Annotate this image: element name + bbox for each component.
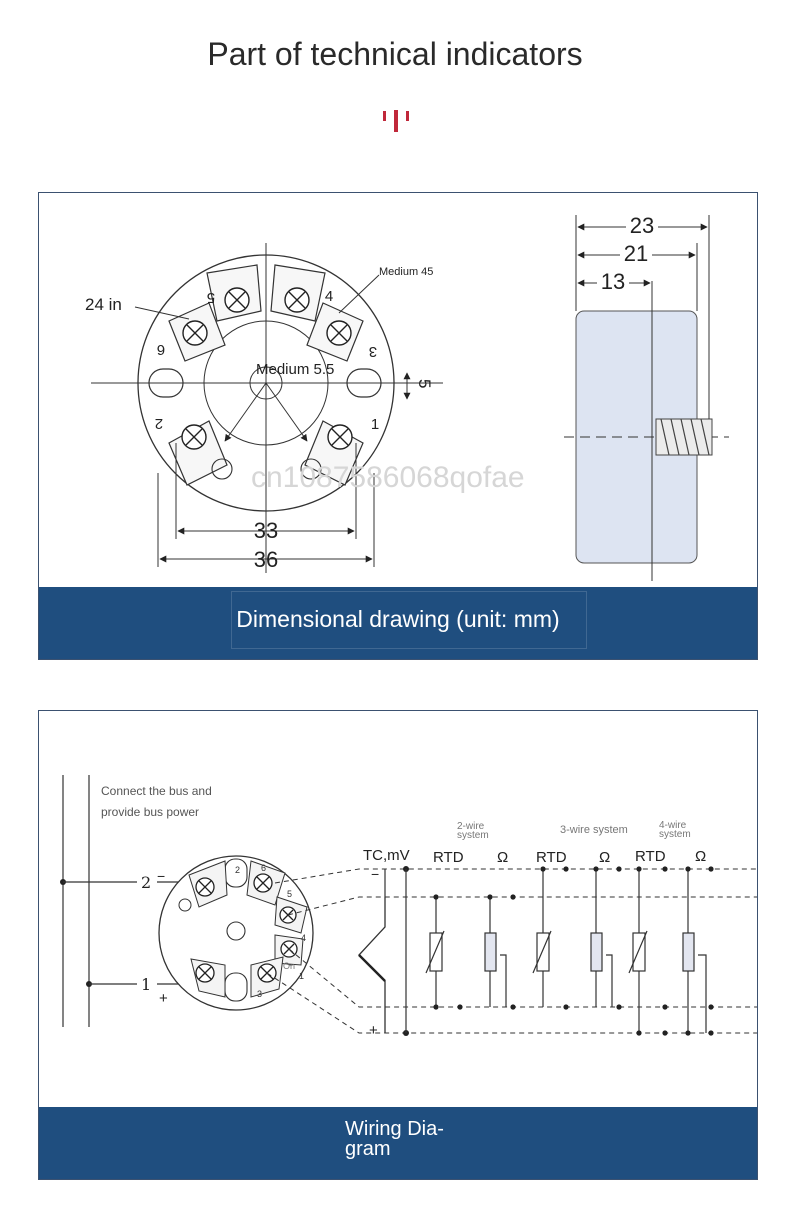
bus-note-line1: Connect the bus and [101,784,212,798]
device-terminal: 3 [257,989,263,999]
wiring-caption-bar [39,1107,757,1179]
dimensional-caption-bar [39,587,757,659]
bus-terminal-2-label: 2 [141,873,152,892]
terminal-number: 3 [368,343,378,360]
system-4wire-line1: 4-wire [659,820,687,831]
bus-minus-sign: − [157,868,166,884]
tc-minus-sign: − [371,866,380,882]
column-label-ohm: Ω [695,848,707,865]
title-accent-icon [380,108,412,134]
wiring-caption-line1: Wiring Dia- [345,1118,444,1140]
dimension-5: 5 [415,379,434,389]
device-terminal: 4 [301,933,307,943]
label-24-in: 24 in [85,295,122,314]
wiring-caption-line2: gram [345,1138,391,1160]
terminal-number: 2 [154,415,164,432]
transmitter-device [159,856,313,1010]
dimensional-drawing [39,193,757,589]
column-label-rtd: RTD [433,849,464,866]
device-terminal: 5 [287,889,293,899]
bus-plus-sign: + [159,990,168,1007]
column-label-ohm: Ω [497,849,509,866]
page-title: Part of technical indicators [207,36,583,72]
dimensional-drawing-panel [38,192,758,660]
column-label-rtd: RTD [536,849,567,866]
dimension-33: 33 [253,518,279,543]
bus-terminal-1-label: 1 [141,975,152,994]
dimensional-caption: Dimensional drawing (unit: mm) [236,606,560,632]
bus-note-line2: provide bus power [101,805,200,819]
device-terminal: 2 [235,865,241,875]
device-small-label: On [283,961,296,971]
system-3wire: 3-wire system [560,824,628,836]
column-label-rtd: RTD [635,848,666,865]
dimension-36: 36 [253,547,279,572]
side-view [564,211,729,581]
label-medium-55: Medium 5.5 [256,361,335,378]
system-4wire-line2: system [659,829,691,840]
system-2wire-line1: 2-wire [457,821,485,832]
terminal-number: 4 [324,288,334,305]
column-label-tc: TC,mV [363,847,410,864]
terminal-number: 1 [370,416,380,433]
terminal-number: 5 [206,289,216,306]
device-terminal: 6 [261,863,267,873]
wiring-diagram-panel [38,710,758,1180]
label-medium-45: Medium 45 [379,266,434,278]
device-terminal: 1 [299,971,305,981]
terminal-number: 6 [156,341,166,358]
dimension-21: 21 [623,241,649,266]
wiring-caption [345,1119,485,1159]
wiring-diagram [39,711,757,1109]
column-label-ohm: Ω [599,849,611,866]
watermark: cn1087586068qofae [251,461,525,494]
dimension-23: 23 [629,213,655,238]
system-2wire-line2: system [457,830,489,841]
dimension-13: 13 [600,269,626,294]
tc-plus-sign: + [369,1022,378,1039]
